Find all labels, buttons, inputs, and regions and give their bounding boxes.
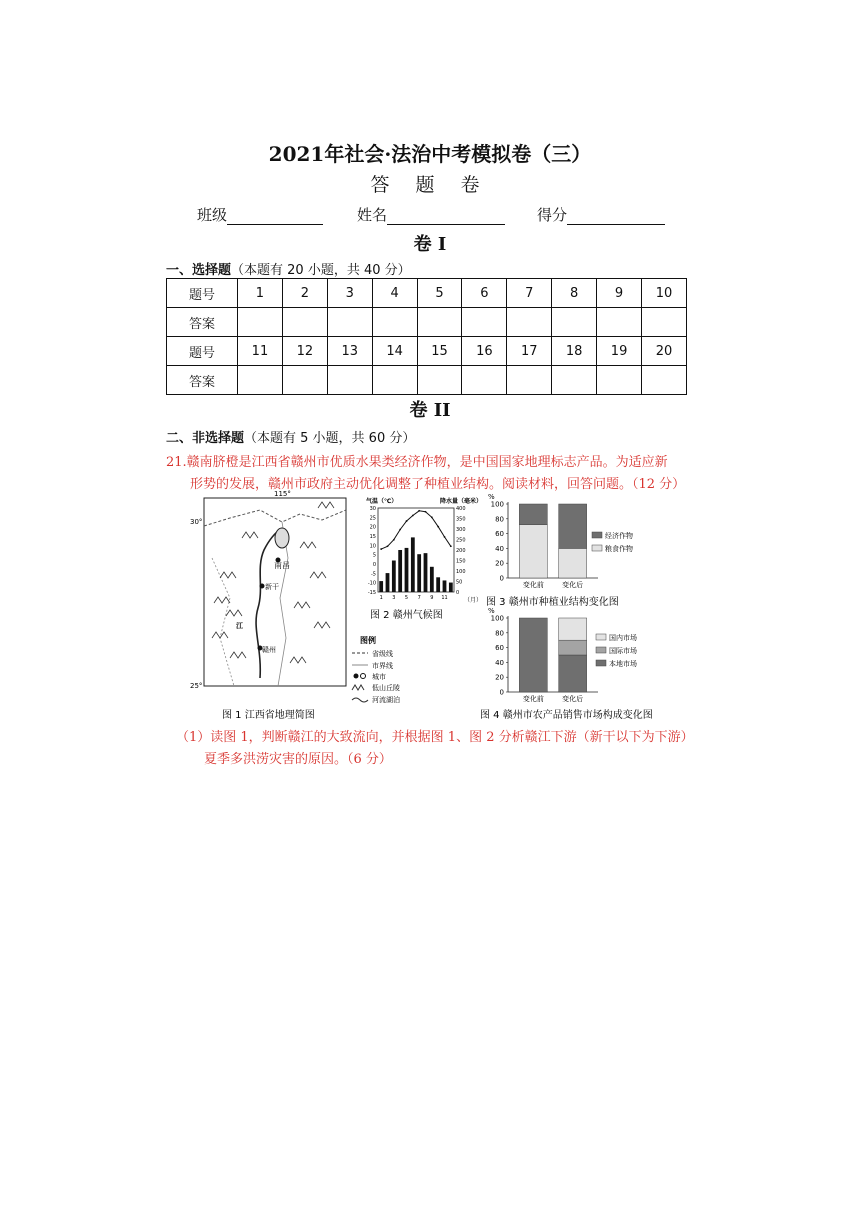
city-label-ganzhou: 赣州 (262, 646, 276, 654)
answer-row-label: 答案 (167, 366, 238, 395)
hill-symbol (242, 532, 258, 538)
answer-cell[interactable] (552, 366, 597, 395)
planting-structure-chart (484, 490, 674, 610)
climate-left-tick: -5 (371, 571, 376, 578)
fig4-bar-segment (559, 640, 587, 655)
precipitation-bar (398, 550, 402, 592)
fig4-unit-label: % (488, 607, 495, 615)
question-number: 13 (327, 337, 372, 366)
precipitation-bar (430, 567, 434, 592)
climate-right-tick: 400 (456, 506, 466, 512)
fig3-bar-segment (519, 525, 547, 578)
climate-left-tick: 30 (369, 506, 376, 512)
temperature-point (393, 539, 395, 541)
fig4-legend-label: 国内市场 (609, 634, 637, 642)
temperature-point (431, 516, 433, 518)
part2-section-heading (166, 427, 415, 446)
answer-cell[interactable] (642, 308, 687, 337)
city-label-nanchang: 南昌 (274, 561, 290, 570)
fig4-category-label: 变化前 (522, 695, 544, 703)
answer-cell[interactable] (372, 366, 417, 395)
part1-section-title: 一、选择题 (166, 263, 232, 278)
precipitation-bar (379, 581, 383, 592)
climate-chart (360, 496, 483, 622)
hill-symbol (318, 502, 334, 508)
hill-symbol (300, 542, 316, 548)
climate-x-tick: 9 (430, 595, 434, 601)
fig4-bar-segment (519, 618, 547, 692)
question-number: 9 (597, 279, 642, 308)
fig4-y-tick: 60 (495, 644, 504, 653)
fig4-y-tick: 80 (495, 629, 504, 638)
climate-left-tick: 15 (369, 534, 376, 540)
legend-river-icon (352, 698, 368, 702)
legend-hill-icon (352, 685, 364, 690)
latitude-bottom-label: 25° (190, 682, 203, 690)
climate-right-tick: 0 (456, 590, 460, 596)
fig3-legend-swatch (592, 532, 602, 538)
river-label: 江 (236, 622, 243, 630)
question-number: 7 (507, 279, 552, 308)
fig3-category-label: 变化后 (562, 581, 584, 589)
question-row-label: 题号 (167, 337, 238, 366)
legend-city-dot (354, 674, 359, 679)
longitude-label: 115° (274, 490, 291, 498)
answer-cell[interactable] (238, 366, 283, 395)
temperature-point (418, 510, 420, 512)
fig3-legend-label: 粮食作物 (605, 545, 633, 553)
precipitation-bar (436, 577, 440, 592)
sub-question-1-line-1: （1）读图 1，判断赣江的大致流向，并根据图 1、图 2 分析赣江下游（新干以下为下游） (176, 730, 694, 745)
question-number: 19 (597, 337, 642, 366)
class-label: 班级 (197, 206, 228, 224)
answer-sheet-subtitle: 答 题 卷 (370, 174, 490, 196)
fig3-bar-segment (559, 548, 587, 578)
precipitation-bar (405, 548, 409, 592)
climate-left-tick: -15 (367, 590, 376, 596)
question-number: 6 (462, 279, 507, 308)
legend-river-label: 河流湖泊 (372, 696, 400, 704)
climate-x-tick: 1 (379, 595, 383, 601)
question-number: 15 (417, 337, 462, 366)
answer-cell[interactable] (507, 366, 552, 395)
fig3-y-tick: 80 (495, 515, 504, 524)
question-number: 1 (238, 279, 283, 308)
part2-section-title: 二、非选择题 (166, 431, 245, 446)
fig3-y-tick: 0 (499, 574, 504, 583)
precipitation-bar (417, 554, 421, 592)
temperature-point (444, 536, 446, 538)
fig4-legend-swatch (596, 634, 606, 640)
hill-symbol (220, 572, 236, 578)
climate-right-tick: 200 (456, 548, 466, 554)
temperature-point (380, 548, 382, 550)
exam-title: 2021年社会·法治中考模拟卷（三） (268, 142, 592, 166)
temperature-line (381, 511, 451, 549)
figure-1-caption: 图 1 江西省地理简图 (222, 710, 315, 721)
answer-cell[interactable] (597, 308, 642, 337)
question-number: 11 (238, 337, 283, 366)
name-label: 姓名 (357, 206, 388, 224)
question-number: 2 (282, 279, 327, 308)
question-number: 20 (642, 337, 687, 366)
climate-x-tick: 5 (404, 595, 409, 601)
legend-city-boundary-label: 市界线 (372, 662, 393, 670)
answer-row-2 (167, 366, 687, 395)
part2-section-note: （本题有 5 小题，共 60 分） (244, 431, 416, 446)
question-21-line-1: 21.赣南脐橙是江西省赣州市优质水果类经济作物，是中国国家地理标志产品。为适应新 (166, 455, 668, 470)
answer-cell[interactable] (327, 308, 372, 337)
question-row-label: 题号 (167, 279, 238, 308)
score-label: 得分 (537, 206, 568, 224)
fig3-y-tick: 20 (495, 559, 504, 568)
answer-cell[interactable] (238, 308, 283, 337)
answer-cell[interactable] (552, 308, 597, 337)
hill-symbol (214, 597, 230, 603)
question-number: 14 (372, 337, 417, 366)
climate-x-tick: 11 (441, 595, 448, 601)
climate-x-tick: 7 (417, 595, 421, 601)
question-number: 5 (417, 279, 462, 308)
precipitation-bar (386, 573, 390, 592)
precipitation-bar (411, 537, 415, 592)
fig4-bar-segment (559, 618, 587, 640)
climate-x-tick: 3 (392, 595, 396, 601)
temperature-point (406, 520, 408, 522)
fig4-legend-label: 本地市场 (609, 660, 637, 668)
fig3-legend-label: 经济作物 (605, 532, 633, 540)
fig3-bar-segment (519, 504, 547, 525)
climate-right-tick: 150 (456, 558, 466, 565)
score-field (537, 204, 665, 225)
answer-row-1 (167, 308, 687, 337)
climate-left-tick: 25 (369, 515, 376, 522)
legend-city-ring (361, 674, 366, 679)
answer-cell[interactable] (282, 366, 327, 395)
question-number: 10 (642, 279, 687, 308)
climate-left-tick: -10 (367, 580, 376, 587)
climate-right-tick: 250 (456, 537, 466, 544)
poyang-lake (275, 528, 289, 548)
city-dot-xingan (260, 584, 265, 589)
climate-left-tick: 10 (369, 543, 376, 550)
question-number: 8 (552, 279, 597, 308)
fig3-y-tick: 40 (495, 544, 504, 553)
hill-symbol (230, 652, 246, 658)
figure-3-caption: 图 3 赣州市种植业结构变化图 (486, 597, 619, 608)
hill-symbol (294, 602, 310, 608)
fig3-legend-swatch (592, 545, 602, 551)
precipitation-bar (443, 580, 447, 592)
fig3-y-tick: 60 (495, 530, 504, 539)
hill-symbol (314, 622, 330, 628)
question-number: 17 (507, 337, 552, 366)
answer-cell[interactable] (597, 366, 642, 395)
part1-heading: 卷 I (413, 234, 447, 255)
question-21-line-2: 形势的发展，赣州市政府主动优化调整了种植业结构。阅读材料，回答问题。（12 分） (190, 477, 686, 492)
class-field (197, 204, 323, 225)
climate-left-tick: 0 (372, 562, 376, 568)
fig4-bar-segment (559, 655, 587, 692)
fig4-category-label: 变化后 (562, 695, 584, 703)
answer-cell[interactable] (417, 366, 462, 395)
sub-question-1-line-2: 夏季多洪涝灾害的原因。（6 分） (204, 752, 392, 767)
answer-cell[interactable] (642, 366, 687, 395)
fig3-y-tick: 100 (490, 500, 504, 509)
precipitation-bar (424, 553, 428, 592)
climate-left-axis-label: 气温（℃） (366, 498, 398, 505)
hill-symbol (226, 610, 242, 616)
temperature-point (450, 545, 452, 547)
part2-heading: 卷 II (409, 400, 451, 421)
figure-2-caption: 图 2 赣州气候图 (370, 610, 443, 621)
question-number-row-1 (167, 279, 687, 308)
question-number: 4 (372, 279, 417, 308)
map-legend (350, 634, 440, 706)
climate-x-unit: （月） (464, 597, 483, 604)
market-structure-chart (478, 604, 688, 722)
name-field (357, 204, 505, 225)
precipitation-bar (392, 561, 396, 593)
fig4-legend-swatch (596, 660, 606, 666)
question-number: 18 (552, 337, 597, 366)
climate-right-tick: 300 (456, 527, 466, 533)
hill-symbol (290, 657, 306, 663)
climate-right-tick: 350 (456, 516, 466, 523)
legend-title: 图例 (360, 636, 376, 645)
answer-cell[interactable] (462, 366, 507, 395)
answer-cell[interactable] (372, 308, 417, 337)
legend-hill-label: 低山丘陵 (372, 684, 400, 692)
fig4-legend-swatch (596, 647, 606, 653)
city-boundary-west (212, 558, 234, 686)
fig4-y-tick: 40 (495, 658, 504, 667)
province-boundary-north (204, 510, 346, 526)
fig3-unit-label: % (488, 493, 495, 501)
temperature-point (399, 529, 401, 531)
question-number: 16 (462, 337, 507, 366)
fig4-legend-label: 国际市场 (609, 647, 637, 655)
question-number: 12 (282, 337, 327, 366)
answer-cell[interactable] (507, 308, 552, 337)
jiangxi-map-figure (190, 488, 365, 720)
figure-4-caption: 图 4 赣州市农产品销售市场构成变化图 (480, 710, 653, 721)
fig3-category-label: 变化前 (522, 581, 544, 589)
city-label-xingan: 新干 (265, 583, 279, 591)
answer-cell[interactable] (282, 308, 327, 337)
name-blank[interactable] (387, 210, 505, 225)
climate-left-tick: 20 (369, 524, 376, 531)
fig3-bar-segment (559, 504, 587, 548)
answer-table (166, 278, 687, 395)
fig4-y-tick: 20 (495, 673, 504, 682)
climate-right-axis-label: 降水量（毫米） (440, 498, 483, 505)
climate-right-tick: 100 (456, 569, 466, 575)
temperature-point (387, 545, 389, 547)
question-number-row-2 (167, 337, 687, 366)
climate-right-tick: 50 (456, 579, 463, 586)
part1-section-heading (166, 259, 411, 278)
latitude-top-label: 30° (190, 518, 203, 526)
legend-city-label: 城市 (372, 673, 386, 681)
temperature-point (412, 515, 414, 517)
ganjiang-river (256, 528, 282, 678)
answer-cell[interactable] (417, 308, 462, 337)
answer-row-label: 答案 (167, 308, 238, 337)
answer-cell[interactable] (462, 308, 507, 337)
score-blank[interactable] (567, 210, 665, 225)
class-blank[interactable] (227, 210, 323, 225)
map-frame (204, 498, 346, 686)
temperature-point (425, 511, 427, 513)
answer-cell[interactable] (327, 366, 372, 395)
hill-symbol (310, 572, 326, 578)
temperature-point (437, 526, 439, 528)
fig4-y-tick: 0 (499, 688, 504, 697)
fig4-y-tick: 100 (490, 614, 504, 623)
part1-section-note: （本题有 20 小题，共 40 分） (231, 263, 411, 278)
precipitation-bar (449, 583, 453, 592)
legend-province-label: 省级线 (372, 650, 393, 658)
climate-left-tick: 5 (372, 552, 376, 559)
question-number: 3 (327, 279, 372, 308)
